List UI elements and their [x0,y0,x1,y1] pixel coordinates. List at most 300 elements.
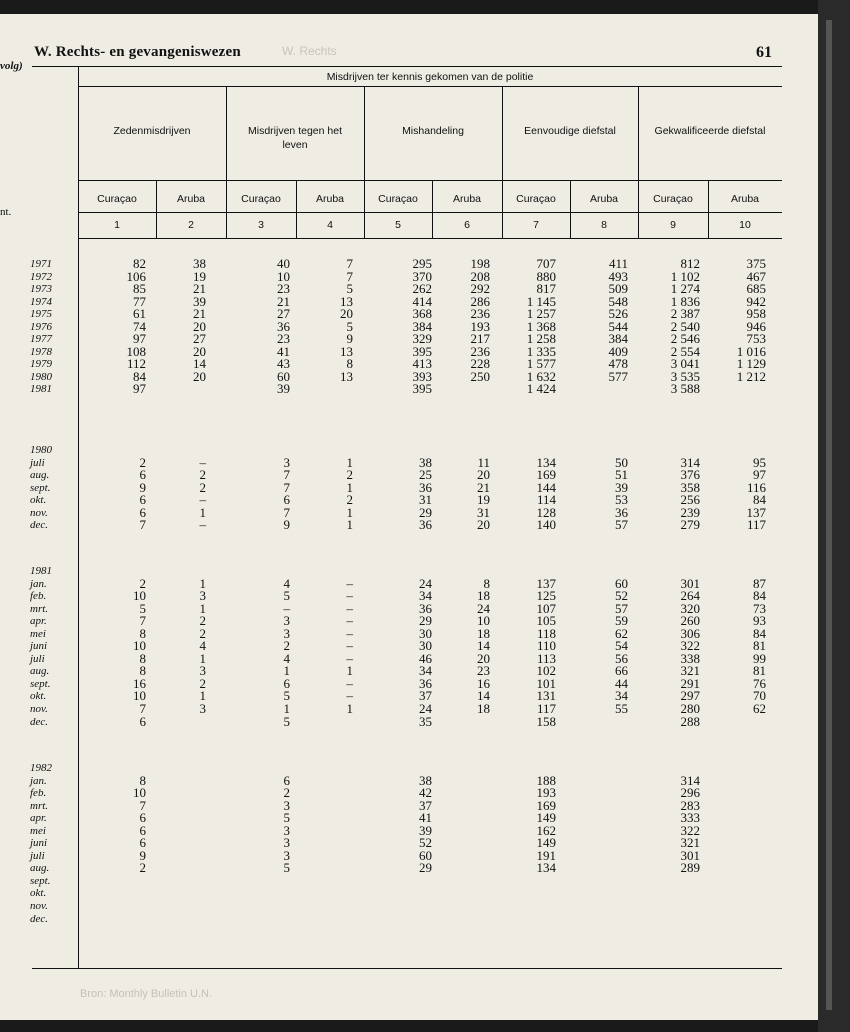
table-cell: 10 [133,688,146,704]
data-column-5 [419,444,432,532]
data-column-6 [477,565,490,728]
table-cell: 411 [608,256,628,271]
table-cell: 7 [139,797,146,813]
table-cell: 2 [346,492,353,508]
table-cell: 14 [477,638,490,654]
table-cell: 193 [470,318,490,334]
table-cell [133,913,146,926]
column-number-2: 2 [188,219,194,231]
table-cell: 817 [536,281,556,297]
row-label: 1971 [30,258,52,270]
table-cell: 5 [283,713,290,729]
table-cell: 208 [470,268,490,284]
table-cell: 162 [536,822,556,838]
table-cell: 11 [477,454,490,470]
table-cell: 375 [746,256,766,271]
table-cell: 24 [419,701,432,717]
table-cell: 322 [680,638,700,654]
table-cell: 70 [753,688,766,704]
table-cell: 1 [346,663,353,679]
column-header-4: Aruba [315,193,345,205]
row-label: aug. [30,665,50,678]
table-cell: 301 [680,575,700,591]
row-label: feb. [30,787,47,800]
table-cell: 812 [680,256,700,271]
table-cell: 66 [615,663,628,679]
table-cell: 112 [126,356,146,372]
data-column-6 [471,258,491,396]
data-column-7 [527,258,556,396]
table-cell: 110 [536,638,556,654]
table-cell: 61 [133,306,146,322]
table-cell: 93 [753,613,766,629]
table-cell: 10 [133,785,146,801]
data-column-3 [284,444,291,532]
column-number-7: 7 [533,219,539,231]
column-number-3: 3 [258,219,264,231]
table-cell: 1 577 [526,356,556,372]
table-cell [681,913,701,926]
table-cell: 16 [477,675,490,691]
table-cell: 38 [419,454,432,470]
row-label: 1973 [30,283,52,296]
table-cell [419,875,432,888]
row-label: okt. [30,494,47,507]
table-cell: 239 [680,504,700,520]
table-cell: 107 [536,600,556,616]
table-cell: 288 [680,713,700,729]
table-cell: – [199,517,206,533]
table-cell: 3 535 [670,368,700,384]
table-cell: 376 [680,467,700,483]
table-cell: 3 [283,454,290,470]
column-number-8: 8 [601,219,607,231]
row-label: mrt. [30,602,49,615]
table-cell: 97 [753,467,766,483]
data-column-8 [615,444,628,532]
row-label: sept. [30,874,51,887]
table-cell: 20 [193,318,206,334]
table-cell: 8 [139,663,146,679]
data-column-8 [615,565,628,728]
table-cell: 39 [193,293,206,309]
data-column-7 [537,565,557,728]
table-cell: 1 [199,575,206,591]
row-label: 1981 [30,383,52,396]
column-header-6: Aruba [452,193,482,205]
table-cell: 6 [283,772,290,788]
table-cell: 131 [536,688,556,704]
table-cell: 51 [615,467,628,483]
column-header-7: Curaçao [516,193,556,205]
table-cell: – [346,688,353,704]
table-cell: – [346,613,353,629]
row-label: 1978 [30,345,52,358]
ghost-source: Bron: Monthly Bulletin U.N. [80,988,213,1000]
table-cell: – [346,575,353,591]
table-cell: 191 [536,847,556,863]
row-label: 1981 [30,565,52,577]
table-cell: 81 [753,638,766,654]
table-cell: 60 [615,575,628,591]
table-cell: 3 [283,835,290,851]
table-cell: 1 836 [670,293,700,309]
table-cell: 34 [419,588,432,604]
row-label: apr. [30,812,47,825]
table-cell: 62 [615,625,628,641]
table-cell: – [199,454,206,470]
table-cell: 20 [193,343,206,359]
table-cell: 280 [680,701,700,717]
table-cell: 321 [680,835,700,851]
table-cell: 31 [477,504,490,520]
table-cell: 113 [536,650,556,666]
rule [78,180,782,181]
table-cell: 27 [193,331,206,347]
table-cell: 74 [133,318,146,334]
table-cell [419,887,432,900]
table-cell: 286 [470,293,490,309]
table-cell: 2 540 [670,318,700,334]
row-label: aug. [30,469,50,482]
group-divider [638,86,639,238]
table-cell: 5 [283,860,290,876]
table-cell: 384 [412,318,432,334]
table-cell: 13 [340,343,353,359]
table-cell: 13 [340,368,353,384]
table-cell: 85 [133,281,146,297]
data-column-3 [277,258,290,396]
table-cell: 10 [133,638,146,654]
table-cell: 95 [753,454,766,470]
table-cell: – [346,600,353,616]
table-cell [681,900,701,913]
table-cell: 250 [470,368,490,384]
table-cell: 20 [477,650,490,666]
row-label: 1972 [30,270,52,283]
table-cell: 14 [193,356,206,372]
table-cell: 2 [139,575,146,591]
row-label: sept. [30,481,51,494]
table-cell: 20 [193,368,206,384]
table-cell: 36 [277,318,290,334]
row-label: nov. [30,506,48,519]
table-cell: 20 [477,467,490,483]
table-cell: 2 [283,785,290,801]
table-cell [477,716,490,729]
table-cell: 478 [608,356,628,372]
table-cell: 84 [753,625,766,641]
table-cell: 97 [133,331,146,347]
table-cell [681,887,701,900]
data-column-7 [537,444,557,532]
column-number-9: 9 [670,219,676,231]
column-number-5: 5 [395,219,401,231]
table-cell: 19 [193,268,206,284]
table-cell: 1 258 [526,331,556,347]
table-cell: 333 [680,810,700,826]
table-cell: 10 [277,268,290,284]
row-label: 1977 [30,333,52,346]
table-cell: 413 [412,356,432,372]
table-cell: 958 [746,306,766,322]
table-cell: 7 [139,701,146,717]
table-cell: 82 [133,256,146,271]
table-cell [471,383,491,396]
row-label: 1980 [30,370,52,383]
table-cell: 36 [419,675,432,691]
row-label: aug. [30,862,50,875]
table-cell: 3 [283,613,290,629]
table-cell: 62 [753,701,766,717]
table-cell: 99 [753,650,766,666]
table-cell: 118 [536,625,556,641]
row-label: juli [30,652,45,665]
column-header-5: Curaçao [378,193,418,205]
table-cell: 6 [139,504,146,520]
table-cell: 707 [536,256,556,271]
table-cell: 57 [615,517,628,533]
data-column-8 [609,258,629,396]
ghost-text: W. Rechts [282,44,337,58]
table-cell: 137 [746,504,766,520]
table-cell: 7 [139,517,146,533]
table-cell: 2 [199,467,206,483]
table-cell: 36 [419,517,432,533]
table-cell: 37 [419,797,432,813]
table-cell: 134 [536,860,556,876]
table-cell [609,383,629,396]
table-cell: 106 [126,268,146,284]
table-cell: 384 [608,331,628,347]
table-cell: 228 [470,356,490,372]
table-cell: 3 [199,701,206,717]
table-cell: 3 [283,625,290,641]
rule [78,86,782,87]
table-cell: 338 [680,650,700,666]
table-cell [537,875,557,888]
table-cell: 128 [536,504,556,520]
table-cell: 7 [139,613,146,629]
rule-bottom [32,968,782,969]
row-label: okt. [30,887,47,900]
table-cell: 188 [536,772,556,788]
table-cell: 55 [615,701,628,717]
table-cell: 1 145 [526,293,556,309]
table-cell: 52 [615,588,628,604]
table-cell: 2 387 [670,306,700,322]
column-number-1: 1 [114,219,120,231]
table-cell [200,716,207,729]
table-cell: 3 588 [670,381,700,397]
table-cell: 23 [277,331,290,347]
table-cell: 29 [419,504,432,520]
group-header-mishandeling: Mishandeling [402,125,464,137]
table-cell: 39 [277,381,290,397]
table-cell: 116 [746,479,766,495]
table-cell: 292 [470,281,490,297]
table-cell: 6 [139,492,146,508]
table-cell [284,875,291,888]
data-column-10 [747,444,767,532]
table-cell: 8 [346,356,353,372]
table-cell: 87 [753,575,766,591]
table-cell: 13 [340,293,353,309]
data-column-9 [671,258,700,396]
table-cell: 236 [470,343,490,359]
table-cell: 169 [536,467,556,483]
table-cell: 1 [199,650,206,666]
table-cell: 1 [346,504,353,520]
table-cell: 414 [412,293,432,309]
row-label: jan. [30,774,47,787]
row-label: 1976 [30,320,52,333]
table-cell: 9 [346,331,353,347]
table-cell: 1 102 [670,268,700,284]
table-cell: 14 [477,688,490,704]
table-cell [615,716,628,729]
row-label: jan. [30,577,47,590]
table-cell: 321 [680,663,700,679]
table-cell: 97 [133,381,146,397]
table-cell: 158 [536,713,556,729]
row-label: nov. [30,900,48,913]
data-column-4 [347,444,354,532]
table-cell: 41 [419,810,432,826]
table-cell [133,900,146,913]
table-cell: 114 [536,492,556,508]
column-header-8: Aruba [589,193,619,205]
table-cell: 7 [283,467,290,483]
table-cell: 3 [199,588,206,604]
group-divider [226,86,227,238]
table-cell: 117 [536,701,556,717]
table-cell: 34 [419,663,432,679]
table-cell: 236 [470,306,490,322]
row-labels [30,444,52,532]
table-cell: 21 [193,306,206,322]
data-column-1 [140,444,147,532]
table-cell: 946 [746,318,766,334]
row-label: 1982 [30,762,52,774]
table-cell: 8 [139,772,146,788]
table-cell: 6 [283,675,290,691]
table-cell: 31 [419,492,432,508]
table-cell [737,383,766,396]
row-label: mei [30,627,46,640]
table-cell: – [346,650,353,666]
table-cell: 39 [419,822,432,838]
table-cell: 18 [477,701,490,717]
group-header-zeden: Zedenmisdrijven [113,125,191,137]
table-cell: 40 [277,256,290,271]
table-cell: 6 [139,810,146,826]
table-cell: 314 [680,772,700,788]
data-column-7 [537,762,557,925]
table-cell: 59 [615,613,628,629]
table-cell: 6 [139,822,146,838]
table-cell: 3 [283,822,290,838]
table-cell: 117 [746,517,766,533]
table-cell: 1 [283,663,290,679]
column-number-6: 6 [464,219,470,231]
table-cell: 509 [608,281,628,297]
table-cell: 256 [680,492,700,508]
table-cell: 2 [199,625,206,641]
table-cell: 393 [412,368,432,384]
table-cell: 2 546 [670,331,700,347]
table-cell: 84 [133,368,146,384]
row-label: mrt. [30,799,49,812]
table-cell: 2 554 [670,343,700,359]
column-header-1: Curaçao [97,193,137,205]
table-cell: 84 [753,588,766,604]
table-cell: 9 [139,847,146,863]
table-cell: 125 [536,588,556,604]
data-column-9 [681,444,701,532]
table-cell: 753 [746,331,766,347]
table-cell [284,900,291,913]
table-cell: 370 [412,268,432,284]
data-column-10 [737,258,766,396]
data-column-1 [133,565,146,728]
group-divider [364,86,365,238]
table-cell: 30 [419,638,432,654]
table-cell: 295 [412,256,432,271]
table-cell: 3 [199,663,206,679]
table-cell [133,887,146,900]
left-fragment-text-2: nt. [0,206,12,218]
table-cell: 2 [139,454,146,470]
column-header-3: Curaçao [241,193,281,205]
table-cell: 548 [608,293,628,309]
table-cell: 1 [346,454,353,470]
table-cell: 260 [680,613,700,629]
table-cell: 24 [477,600,490,616]
table-cell: 5 [283,688,290,704]
group-header-gekwalificeerde: Gekwalificeerde diefstal [654,125,766,137]
table-cell: 46 [419,650,432,666]
table-cell: 18 [477,588,490,604]
column-number-10: 10 [739,219,751,231]
table-cell: 1 016 [736,343,766,359]
table-cell: 467 [746,268,766,284]
table-cell: 7 [283,479,290,495]
data-column-2 [200,444,207,532]
table-cell [537,900,557,913]
row-label: okt. [30,690,47,703]
table-cell: 20 [340,306,353,322]
table-cell [537,887,557,900]
table-cell: 27 [277,306,290,322]
table-cell: 314 [680,454,700,470]
row-label: sept. [30,677,51,690]
table-cell: 279 [680,517,700,533]
table-cell: 1 424 [526,381,556,397]
column-header-10: Aruba [730,193,760,205]
data-column-1 [127,258,147,396]
table-cell: 358 [680,479,700,495]
table-cell: 3 041 [670,356,700,372]
table-cell: 137 [536,575,556,591]
table-cell: 18 [477,625,490,641]
row-label: dec. [30,715,49,728]
table-cell: 1 [199,504,206,520]
table-cell: 301 [680,847,700,863]
table-cell: 9 [139,479,146,495]
table-cell: 409 [608,343,628,359]
table-cell: 140 [536,517,556,533]
